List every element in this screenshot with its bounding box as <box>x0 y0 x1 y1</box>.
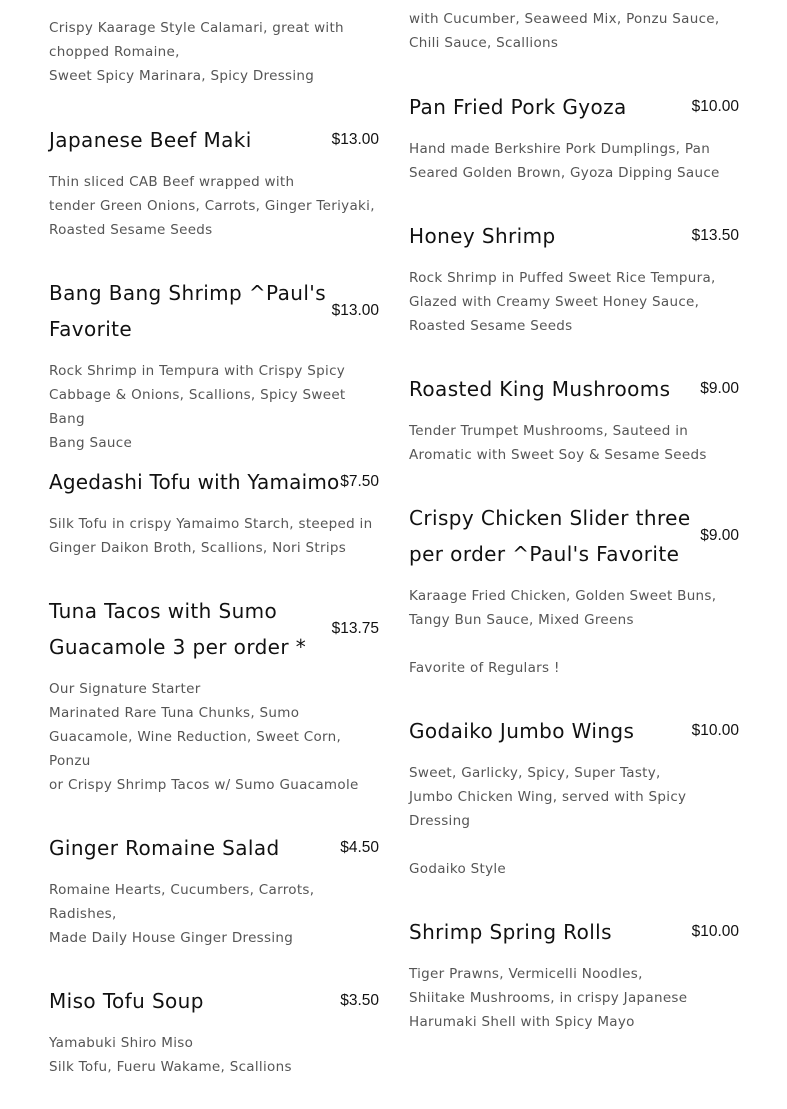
item-name: Bang Bang Shrimp ^Paul's Favorite <box>49 281 327 341</box>
item-price: $13.50 <box>691 227 739 244</box>
item-description: Thin sliced CAB Beef wrapped with tender Green Onions, Carrots, Ginger Teriyaki, Roasted Sesame Seeds <box>49 174 375 238</box>
menu-item-agedashi-tofu <box>49 464 379 560</box>
item-name: Shrimp Spring Rolls <box>409 920 612 944</box>
item-name: Pan Fried Pork Gyoza <box>409 95 627 119</box>
item-description: Our Signature Starter Marinated Rare Tuna Chunks, Sumo Guacamole, Wine Reduction, Sweet Corn, Ponzu or Crispy Shrimp Tacos w/ Sumo Guacamole <box>49 681 359 793</box>
item-price: $7.50 <box>340 473 379 490</box>
item-description: Romaine Hearts, Cucumbers, Carrots, Radishes, Made Daily House Ginger Dressing <box>49 882 315 946</box>
item-description: Silk Tofu in crispy Yamaimo Starch, steeped in Ginger Daikon Broth, Scallions, Nori Strips <box>49 516 373 556</box>
item-description: Hand made Berkshire Pork Dumplings, Pan Seared Golden Brown, Gyoza Dipping Sauce <box>409 141 720 181</box>
item-name: Roasted King Mushrooms <box>409 377 671 401</box>
item-description: Rock Shrimp in Tempura with Crispy Spicy Cabbage & Onions, Scallions, Spicy Sweet Bang Bang Sauce <box>49 363 346 451</box>
item-description: Sweet, Garlicky, Spicy, Super Tasty, Jumbo Chicken Wing, served with Spicy Dressing Godaiko Style <box>409 765 687 877</box>
item-description: with Cucumber, Seaweed Mix, Ponzu Sauce, Chili Sauce, Scallions <box>409 11 720 51</box>
item-description: Tender Trumpet Mushrooms, Sauteed in Aromatic with Sweet Soy & Sesame Seeds <box>409 423 707 463</box>
menu-item-tuna-tacos <box>49 593 379 797</box>
menu-item-calamari <box>49 4 379 88</box>
item-description: Crispy Kaarage Style Calamari, great with chopped Romaine, Sweet Spicy Marinara, Spicy Dressing <box>49 20 344 84</box>
menu-item-honey-shrimp <box>409 218 739 338</box>
item-name: Crispy Chicken Slider three per order ^Paul's Favorite <box>409 506 691 566</box>
item-price: $9.00 <box>700 380 739 397</box>
menu-item-miso-tofu-soup <box>49 983 379 1079</box>
item-name: Godaiko Jumbo Wings <box>409 719 635 743</box>
item-name: Agedashi Tofu with Yamaimo <box>49 470 340 494</box>
menu-item-godaiko-jumbo-wings <box>409 713 739 881</box>
menu-item-ginger-romaine-salad <box>49 830 379 950</box>
item-description: Yamabuki Shiro Miso Silk Tofu, Fueru Wakame, Scallions <box>49 1035 292 1075</box>
item-name: Miso Tofu Soup <box>49 989 204 1013</box>
item-price: $13.00 <box>331 302 379 319</box>
item-price: $10.00 <box>691 722 739 739</box>
menu-item-roasted-king-mushrooms <box>409 371 739 467</box>
item-description: Rock Shrimp in Puffed Sweet Rice Tempura, Glazed with Creamy Sweet Honey Sauce, Roasted Sesame Seeds <box>409 270 716 334</box>
item-description: Karaage Fried Chicken, Golden Sweet Buns, Tangy Bun Sauce, Mixed Greens Favorite of Regulars ! <box>409 588 717 676</box>
menu-item-shrimp-spring-rolls <box>409 914 739 1034</box>
item-name: Ginger Romaine Salad <box>49 836 280 860</box>
item-description: Tiger Prawns, Vermicelli Noodles, Shiitake Mushrooms, in crispy Japanese Harumaki Shell with Spicy Mayo <box>409 966 688 1030</box>
item-price: $9.00 <box>700 527 739 544</box>
item-price: $10.00 <box>691 98 739 115</box>
item-price: $10.00 <box>691 923 739 940</box>
menu-item-crispy-chicken-slider <box>409 500 739 680</box>
item-name: Tuna Tacos with Sumo Guacamole 3 per order * <box>49 599 307 659</box>
item-name: Honey Shrimp <box>409 224 556 248</box>
item-price: $4.50 <box>340 839 379 856</box>
menu-item-japanese-beef-maki <box>49 122 379 242</box>
menu-item-pan-fried-pork-gyoza <box>409 89 739 185</box>
menu-item-bang-bang-shrimp <box>49 275 379 455</box>
menu-item-partial <box>409 0 739 55</box>
item-price: $13.00 <box>331 131 379 148</box>
item-price: $3.50 <box>340 992 379 1009</box>
item-name: Japanese Beef Maki <box>49 128 252 152</box>
item-price: $13.75 <box>331 620 379 637</box>
